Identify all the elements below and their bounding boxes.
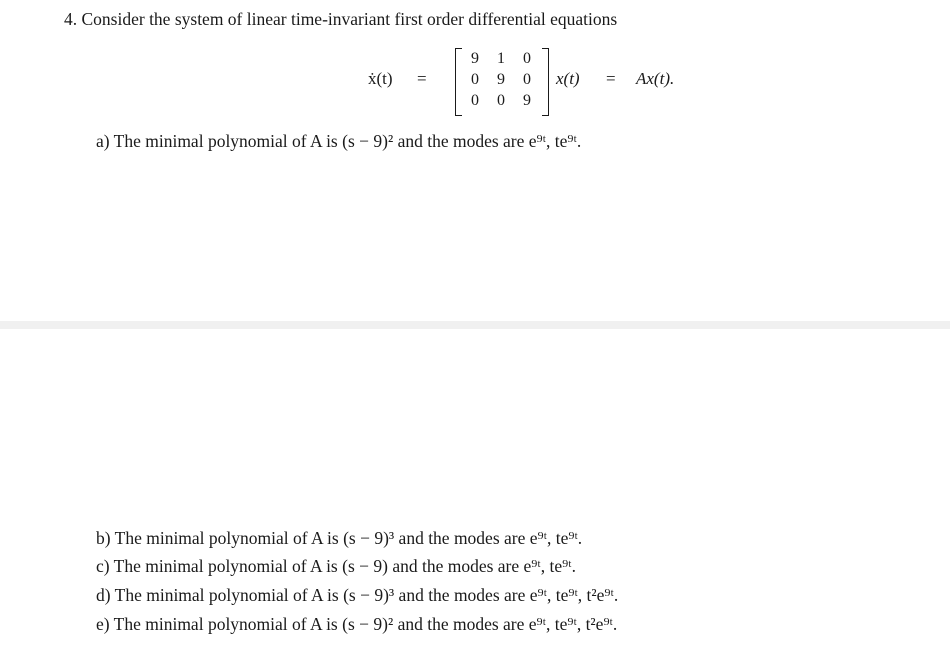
matrix-cell: 9: [471, 50, 479, 67]
equation-rhs: Ax(t).: [636, 69, 675, 88]
equation-lhs: ẋ(t): [368, 69, 393, 88]
matrix-cell: 9: [497, 71, 505, 88]
option-b[interactable]: b) The minimal polynomial of A is (s − 9)³ and the modes are e⁹ᵗ, te⁹ᵗ.: [96, 528, 583, 548]
option-c[interactable]: c) The minimal polynomial of A is (s − 9) and the modes are e⁹ᵗ, te⁹ᵗ.: [96, 556, 576, 576]
matrix-cell: 1: [497, 50, 505, 67]
page-divider: [0, 321, 950, 329]
equation-equals-2: =: [606, 69, 616, 88]
matrix-left-bracket: [455, 48, 462, 116]
matrix-cell: 0: [471, 71, 479, 88]
matrix-a: [455, 48, 549, 114]
matrix-cell: 0: [497, 92, 505, 109]
option-a[interactable]: a) The minimal polynomial of A is (s − 9)² and the modes are e⁹ᵗ, te⁹ᵗ.: [96, 131, 582, 151]
equation-x: x(t): [556, 69, 580, 88]
question-text: 4. Consider the system of linear time-invariant first order differential equations: [64, 9, 618, 29]
option-e[interactable]: e) The minimal polynomial of A is (s − 9)² and the modes are e⁹ᵗ, te⁹ᵗ, t²e⁹ᵗ.: [96, 614, 618, 634]
matrix-cell: 0: [471, 92, 479, 109]
option-d[interactable]: d) The minimal polynomial of A is (s − 9)³ and the modes are e⁹ᵗ, te⁹ᵗ, t²e⁹ᵗ.: [96, 585, 619, 605]
equation-equals-1: =: [417, 69, 427, 88]
state-equation: [0, 48, 950, 116]
matrix-cell: 0: [523, 71, 531, 88]
matrix-cell: 0: [523, 50, 531, 67]
matrix-cell: 9: [523, 92, 531, 109]
matrix-right-bracket: [542, 48, 549, 116]
